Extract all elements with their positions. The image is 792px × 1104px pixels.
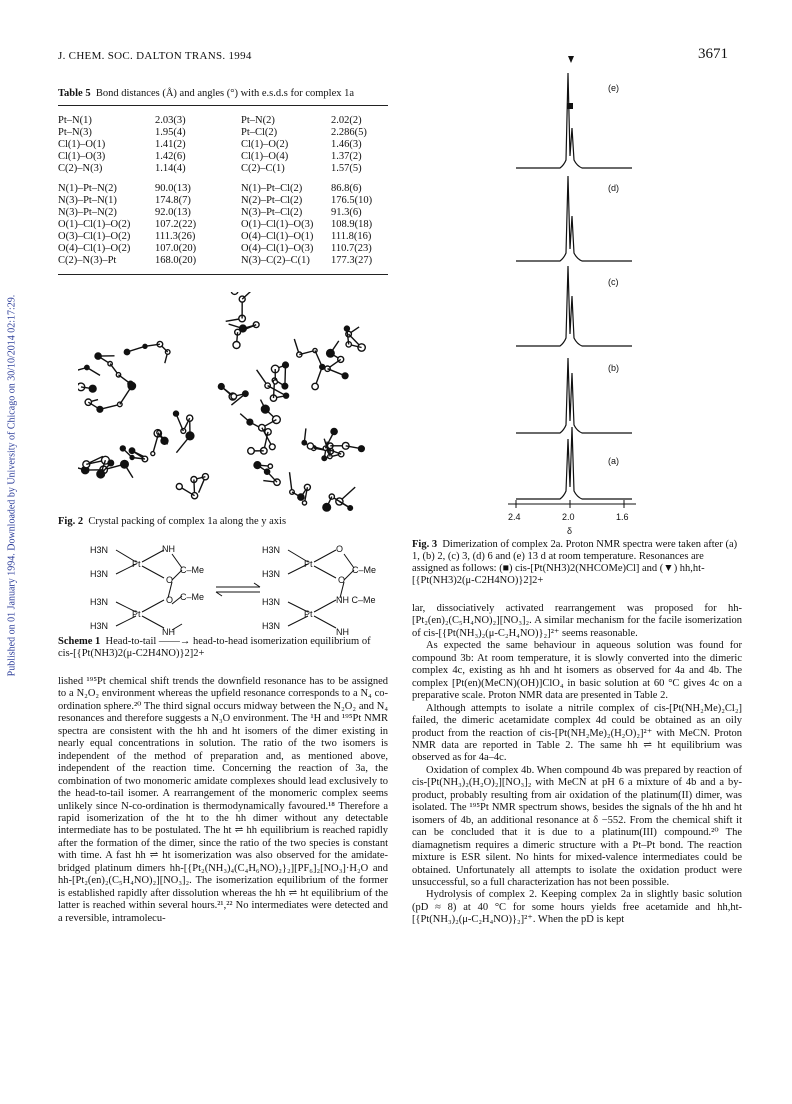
table-row: C(2)–N(3)–Pt 168.0(20) N(3)–C(2)–C(1) 177.3(27) bbox=[58, 255, 373, 266]
table-row: O(1)–Cl(1)–O(2) 107.2(22) O(1)–Cl(1)–O(3) 108.9(18) bbox=[58, 219, 373, 230]
table5-label: Table 5 bbox=[58, 88, 91, 99]
label-h3n: H3N bbox=[262, 621, 281, 631]
scheme1-label: Scheme 1 bbox=[58, 636, 101, 647]
atom bbox=[327, 350, 335, 358]
atom bbox=[269, 444, 275, 450]
fig2-caption bbox=[58, 516, 388, 528]
atom bbox=[151, 452, 155, 456]
paragraph: Although attempts to isolate a nitrile complex of cis-[Pt(NH₂Me)₂Cl₂] failed, the dimeric acetamidate complex 4d could be obtained as an oily product from the reaction of cis-[Pt(NH₂Me)₂(H₂O)₂]²⁺ with MeCN. Proton NMR data are reported in Table 2. The same hh ⇌ ht equilibrium was observed as for 4a–4c. bbox=[412, 702, 742, 764]
table-row: Pt–N(3) 1.95(4) Pt–Cl(2) 2.286(5) bbox=[58, 127, 367, 138]
label-nh: NH bbox=[336, 627, 349, 637]
atom bbox=[128, 381, 133, 386]
bond bbox=[78, 368, 87, 374]
label-o: O bbox=[338, 575, 346, 585]
scheme1-labels bbox=[90, 544, 376, 637]
crystal-packing-image bbox=[78, 292, 408, 514]
atom bbox=[231, 292, 238, 294]
atom bbox=[124, 349, 129, 354]
spectrum-label-d: (d) bbox=[608, 183, 619, 193]
download-notice[interactable]: Published on 01 January 1994. Downloaded by University of Chicago on 30/10/2014 02:17:29. bbox=[6, 294, 18, 677]
table-row: N(1)–Pt–N(2) 90.0(13) N(1)–Pt–Cl(2) 86.8(6) bbox=[58, 183, 362, 194]
table5-caption-text: Bond distances (Å) and angles (°) with e.s.d.s for complex 1a bbox=[95, 88, 355, 99]
label-h3n: H3N bbox=[90, 621, 109, 631]
atom bbox=[248, 448, 255, 455]
bond bbox=[242, 292, 256, 299]
table-row: O(4)–Cl(1)–O(2) 107.0(20) O(4)–Cl(1)–O(3) 110.7(23) bbox=[58, 243, 372, 254]
table5-angles bbox=[58, 183, 388, 267]
atom bbox=[342, 373, 348, 379]
axis-label-delta: δ bbox=[567, 526, 573, 536]
label-c-me: C–Me bbox=[352, 565, 377, 575]
atom bbox=[344, 326, 349, 331]
page-number: 3671 bbox=[698, 46, 728, 62]
fig3-caption bbox=[412, 539, 742, 587]
table5-rule-top bbox=[58, 105, 388, 106]
right-column-text bbox=[412, 603, 742, 927]
scheme1-caption-text: Head-to-tail ——→ head-to-head isomerization equilibrium of cis-[{Pt(NH3)2(μ-C2H4NO)}2]2+ bbox=[58, 636, 371, 659]
fig3-caption-text: Dimerization of complex 2a. Proton NMR spectra were taken after (a) 1, (b) 2, (c) 3, (d) 6 and (e) 13 d at room temperature. Resonances are assigned as follows: (■) cis-[Pt(NH3)2(NHCOMe)Cl] and (▼) hh,ht-[{Pt(NH3)2(μ-C2H4NO)}2]2+ bbox=[412, 539, 738, 586]
atom bbox=[253, 322, 259, 328]
paragraph: Hydrolysis of complex 2. Keeping complex 2a in slightly basic solution (pD ≈ 8) at 40 °C for some hours yields free acetamide and hh,ht-[{Pt(NH₃)₂(μ-C₂H₄NO)}₂]²⁺. When the pD is kept bbox=[412, 889, 742, 926]
label-o: O bbox=[336, 544, 344, 554]
atom bbox=[331, 428, 337, 434]
label-h3n: H3N bbox=[262, 597, 281, 607]
spectrum-label-e: (e) bbox=[608, 83, 619, 93]
atom bbox=[176, 484, 182, 490]
table-row: O(3)–Cl(1)–O(2) 111.3(26) O(4)–Cl(1)–O(1) 111.8(16) bbox=[58, 231, 372, 242]
atom bbox=[265, 383, 270, 388]
label-pt: Pt bbox=[132, 559, 141, 569]
atom bbox=[120, 446, 125, 451]
atom bbox=[268, 464, 272, 468]
paragraph: lar, dissociatively activated rearrangement was proposed for hh-[Pt₂(en)₂(C₅H₄NO)₂][NO₃]₂. A similar mechanism for the facile isomerization of cis-[{Pt(NH₃)₂(μ-C₂H₄NO)}₂]²⁺ seems reasonable. bbox=[412, 603, 742, 639]
fig2-label: Fig. 2 bbox=[58, 516, 84, 527]
table-row: Pt–N(1) 2.03(3) Pt–N(2) 2.02(2) bbox=[58, 115, 362, 126]
label-pt: Pt bbox=[132, 609, 141, 619]
table-row: N(3)–Pt–N(1) 174.8(7) N(2)–Pt–Cl(2) 176.5(10) bbox=[58, 195, 373, 206]
scheme1-bonds bbox=[116, 550, 354, 630]
label-o: O bbox=[166, 575, 174, 585]
table5-distances bbox=[58, 115, 388, 175]
paragraph: Oxidation of complex 4b. When compound 4b was prepared by reaction of cis-[Pt(NH₃)₂(H₂O)₂][NO₃]₂ with MeCN at pH 6 a mixture of 4b and a by-product, probably resulting from air oxidation of the platinum(II) dimer, was isolated. The ¹⁹⁵Pt NMR spectrum shows, besides the signals of the hh and ht isomers of 4b, an additional resonance at δ −552. From the chemical shift it can be concluded that it is due to a platinum(III) compound.²⁰ The diamagnetism requires a dimeric structure with a Pt–Pt bond. The reaction mixture is ESR silent. No hints for mixed-valence intermediates could be obtained. Unfortunately all attempts to isolate the oxidation product were unsuccessful, so a full characterization has not been possible. bbox=[412, 764, 742, 888]
paragraph: As expected the same behaviour in aqueous solution was found for compound 3b: At room temperature, it is slowly converted into the dimeric complex 4c, existing as hh and ht isomers as observed for 4a and 4b. The complex [Pt(en)(MeCN)(OH)]ClO₄ in basic solution at 60 °C gives 4c on a preparative scale. Proton NMR data are presented in Table 2. bbox=[412, 640, 742, 702]
label-nh-c-me: NH C–Me bbox=[336, 595, 376, 605]
table-row: C(2)–N(3) 1.14(4) C(2)–C(1) 1.57(5) bbox=[58, 163, 362, 174]
fig2-caption-text: Crystal packing of complex 1a along the y axis bbox=[88, 516, 287, 527]
spectrum-label-a: (a) bbox=[608, 456, 619, 466]
label-c-me: C–Me bbox=[180, 565, 205, 575]
atom bbox=[307, 443, 313, 449]
label-pt: Pt bbox=[304, 609, 313, 619]
atom bbox=[174, 411, 179, 416]
label-h3n: H3N bbox=[90, 597, 109, 607]
atom bbox=[302, 501, 306, 505]
paragraph: lished ¹⁹⁵Pt chemical shift trends the downfield resonance has to be assigned to a N₂O₂ environment whereas the upfield resonance corresponds to a N₄ co-ordination sphere.²⁰ The third signal occurs midway between the N₂O₂ and N₄ resonances and therefore suggests a N₃O environment. The ¹H and ¹⁹⁵Pt NMR spectra are consistent with the hh and ht isomers of the dimer existing in nearly equal concentrations in solution. The ratio of the two isomers is independent of the method of preparation and, as mentioned above, independent of the reaction time. Concerning the reaction of 3a, the combination of two monomeric amidate complexes should lead exclusively to the head-to-tail isomer. A rearrangement of the monomeric complex seems unlikely since N-co-ordination is thermodynamically favoured.¹⁸ Therefore a rapid isomerization of the ht to the hh dimer without any detectable intermediate has to be postulated. The ht ⇌ hh equilibrium is reached rapidly after the formation of the dimer, since the ratio of the two species is constant with time. A fast hh ⇌ ht isomerization was also observed for the amidate-bridged platinum dimers hh-[{Pt₂(NH₃)₄(C₄H₆NO)₂}₂][PF₆]₂[NO₃]·H₂O and hh-[Pt₂(en)₂(C₅H₄NO)₂][NO₃]₂. The isomerization equilibrium of the former is established rapidly after dissolution whereas the hh ⇌ ht equilibrium of the latter is reached within several hours.²¹,²² No intermediates were detected and a reversible, intramolecu- bbox=[58, 676, 388, 924]
left-column-text bbox=[58, 676, 388, 925]
table5-rule-bottom bbox=[58, 274, 388, 275]
atom bbox=[231, 394, 237, 400]
label-nh: NH bbox=[162, 544, 175, 554]
atom bbox=[89, 385, 96, 392]
spectrum-label-b: (b) bbox=[608, 363, 619, 373]
table5-caption bbox=[58, 88, 418, 99]
atom bbox=[359, 446, 365, 452]
atom bbox=[108, 460, 114, 466]
atom bbox=[312, 383, 318, 389]
bond bbox=[100, 404, 120, 409]
nmr-spectra-figure bbox=[508, 56, 668, 538]
tick-label: 1.6 bbox=[616, 512, 629, 522]
triangle-marker-icon bbox=[568, 56, 574, 63]
table-row: Cl(1)–O(1) 1.41(2) Cl(1)–O(2) 1.46(3) bbox=[58, 139, 362, 150]
table-row: Cl(1)–O(3) 1.42(6) Cl(1)–O(4) 1.37(2) bbox=[58, 151, 362, 162]
label-nh: NH bbox=[162, 627, 175, 637]
spectrum-label-c: (c) bbox=[608, 277, 619, 287]
label-h3n: H3N bbox=[90, 545, 109, 555]
label-o: O bbox=[166, 595, 174, 605]
tick-label: 2.4 bbox=[508, 512, 521, 522]
atom bbox=[273, 380, 277, 384]
label-h3n: H3N bbox=[262, 545, 281, 555]
table-row: N(3)–Pt–N(2) 92.0(13) N(3)–Pt–Cl(2) 91.3(6) bbox=[58, 207, 362, 218]
label-pt: Pt bbox=[304, 559, 313, 569]
journal-header: J. CHEM. SOC. DALTON TRANS. 1994 bbox=[58, 50, 252, 62]
fig3-label: Fig. 3 bbox=[412, 539, 438, 550]
scheme1-diagram bbox=[88, 540, 388, 642]
label-h3n: H3N bbox=[90, 569, 109, 579]
square-marker-icon bbox=[567, 103, 573, 109]
tick-label: 2.0 bbox=[562, 512, 575, 522]
atom bbox=[233, 342, 240, 349]
scheme1-caption bbox=[58, 636, 388, 660]
atom bbox=[323, 504, 331, 512]
label-c-me: C–Me bbox=[180, 592, 205, 602]
label-h3n: H3N bbox=[262, 569, 281, 579]
